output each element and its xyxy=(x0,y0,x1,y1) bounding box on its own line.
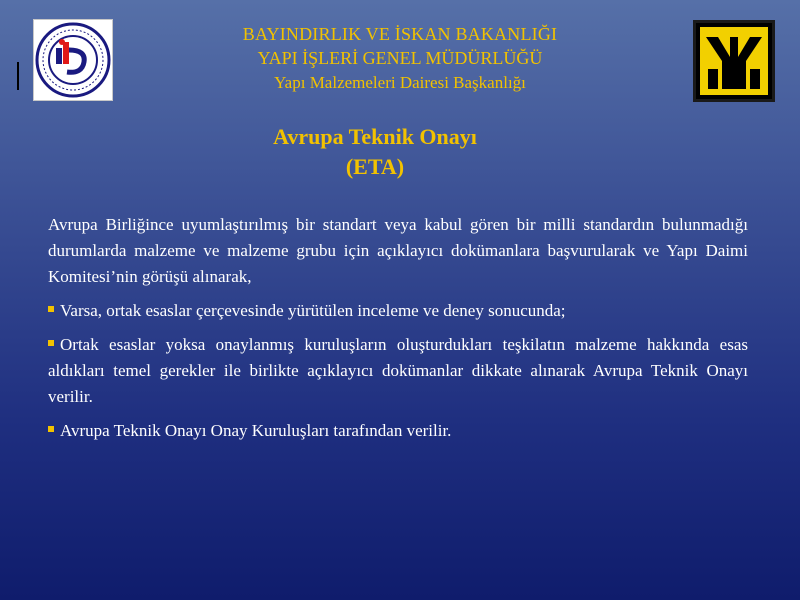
bullet-square-icon xyxy=(48,306,54,312)
slide-title-line1: Avrupa Teknik Onayı xyxy=(273,124,477,149)
yapi-isleri-logo xyxy=(693,20,775,102)
ministry-name: BAYINDIRLIK VE İSKAN BAKANLIĞI xyxy=(242,24,558,44)
slide-title-line2: (ETA) xyxy=(345,154,405,179)
ministry-logo xyxy=(33,19,113,101)
bullet-square-icon xyxy=(48,426,54,432)
bullet-item xyxy=(48,418,748,444)
bullet-text: Avrupa Teknik Onayı Onay Kuruluşları tarafından verilir. xyxy=(60,421,452,440)
department-name: Yapı Malzemeleri Dairesi Başkanlığı xyxy=(274,73,526,92)
intro-paragraph: Avrupa Birliğince uyumlaştırılmış bir standart veya kabul gören bir milli standardın bulunmadığı durumlarda malzeme ve malzeme grubu için açıklayıcı dokümanlara başvurularak ve Yapı Daimi Komitesi’nin görüşü alınarak, xyxy=(48,215,748,286)
bullet-text: Ortak esaslar yoksa onaylanmış kuruluşların oluşturdukları teşkilatın malzeme hakkında esas aldıkları temel gerekler ile birlikte açıklayıcı dokümanlar dikkate alınarak Avrupa Teknik Onayı verilir. xyxy=(48,335,748,406)
bullet-square-icon xyxy=(48,340,54,346)
ministry-seal-icon xyxy=(34,20,112,100)
slide-title xyxy=(150,122,600,182)
bullet-item xyxy=(48,332,748,410)
divider xyxy=(17,62,19,90)
slide-body xyxy=(48,212,748,452)
bullet-item xyxy=(48,298,748,324)
bullet-text: Varsa, ortak esaslar çerçevesinde yürütülen inceleme ve deney sonucunda; xyxy=(60,301,566,320)
directorate-name: YAPI İŞLERİ GENEL MÜDÜRLÜĞÜ xyxy=(257,48,543,68)
header xyxy=(150,22,650,96)
yapi-isleri-logo-icon xyxy=(696,23,772,99)
